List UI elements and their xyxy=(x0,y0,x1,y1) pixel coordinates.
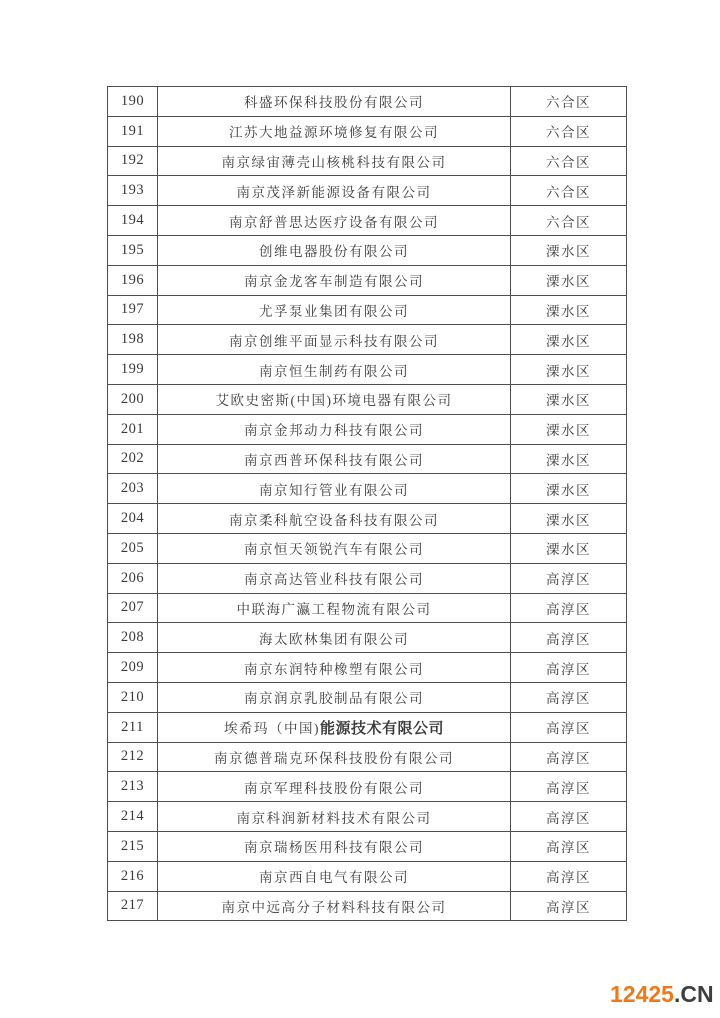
table-row xyxy=(108,176,627,206)
district-cell: 溧水区 xyxy=(511,355,627,385)
row-number-cell: 193 xyxy=(108,176,158,206)
company-name-cell: 科盛环保科技股份有限公司 xyxy=(158,87,511,117)
table-row xyxy=(108,772,627,802)
table-row xyxy=(108,831,627,861)
district-cell: 溧水区 xyxy=(511,265,627,295)
watermark-domain-suffix: .CN xyxy=(673,981,714,1007)
row-number-cell: 207 xyxy=(108,593,158,623)
district-cell: 高淳区 xyxy=(511,861,627,891)
company-name-cell: 江苏大地益源环境修复有限公司 xyxy=(158,116,511,146)
company-name-cell: 南京德普瑞克环保科技股份有限公司 xyxy=(158,742,511,772)
table-row xyxy=(108,265,627,295)
table-row xyxy=(108,444,627,474)
company-name-cell: 南京茂泽新能源设备有限公司 xyxy=(158,176,511,206)
company-name-cell: 海太欧林集团有限公司 xyxy=(158,623,511,653)
row-number-cell: 217 xyxy=(108,891,158,921)
row-number-cell: 198 xyxy=(108,325,158,355)
company-name-cell: 南京恒生制药有限公司 xyxy=(158,355,511,385)
table-row xyxy=(108,414,627,444)
row-number-cell: 199 xyxy=(108,355,158,385)
table-row xyxy=(108,235,627,265)
table-row xyxy=(108,653,627,683)
company-district-table xyxy=(107,86,627,921)
company-name-cell: 南京高达管业科技有限公司 xyxy=(158,563,511,593)
district-cell: 六合区 xyxy=(511,206,627,236)
table-row xyxy=(108,474,627,504)
table-row xyxy=(108,384,627,414)
table-row xyxy=(108,325,627,355)
company-name-cell: 南京知行管业有限公司 xyxy=(158,474,511,504)
row-number-cell: 194 xyxy=(108,206,158,236)
row-number-cell: 214 xyxy=(108,802,158,832)
table-row xyxy=(108,682,627,712)
district-cell: 六合区 xyxy=(511,146,627,176)
row-number-cell: 202 xyxy=(108,444,158,474)
row-number-cell: 191 xyxy=(108,116,158,146)
company-name-cell: 南京中远高分子材料科技有限公司 xyxy=(158,891,511,921)
row-number-cell: 211 xyxy=(108,712,158,742)
table-row xyxy=(108,563,627,593)
district-cell: 高淳区 xyxy=(511,831,627,861)
table-row xyxy=(108,295,627,325)
district-cell: 溧水区 xyxy=(511,325,627,355)
district-cell: 高淳区 xyxy=(511,742,627,772)
district-cell: 高淳区 xyxy=(511,712,627,742)
table-row xyxy=(108,712,627,742)
district-cell: 高淳区 xyxy=(511,682,627,712)
company-name-cell: 尤孚泵业集团有限公司 xyxy=(158,295,511,325)
district-cell: 溧水区 xyxy=(511,504,627,534)
company-name-cell xyxy=(158,712,511,742)
district-cell: 高淳区 xyxy=(511,772,627,802)
district-cell: 六合区 xyxy=(511,116,627,146)
table-row xyxy=(108,533,627,563)
table-row xyxy=(108,355,627,385)
district-cell: 溧水区 xyxy=(511,414,627,444)
district-cell: 高淳区 xyxy=(511,653,627,683)
row-number-cell: 205 xyxy=(108,533,158,563)
row-number-cell: 209 xyxy=(108,653,158,683)
district-cell: 溧水区 xyxy=(511,384,627,414)
row-number-cell: 203 xyxy=(108,474,158,504)
district-cell: 六合区 xyxy=(511,87,627,117)
company-name-cell: 南京金邦动力科技有限公司 xyxy=(158,414,511,444)
district-cell: 溧水区 xyxy=(511,533,627,563)
table-row xyxy=(108,206,627,236)
district-cell: 高淳区 xyxy=(511,891,627,921)
table-row xyxy=(108,87,627,117)
district-cell: 溧水区 xyxy=(511,474,627,504)
company-name-cell: 南京创维平面显示科技有限公司 xyxy=(158,325,511,355)
company-name-cell: 南京绿宙薄壳山核桃科技有限公司 xyxy=(158,146,511,176)
table-row xyxy=(108,802,627,832)
company-name-cell: 南京西普环保科技有限公司 xyxy=(158,444,511,474)
row-number-cell: 200 xyxy=(108,384,158,414)
company-name-bold-part: 能源技术有限公司 xyxy=(319,719,444,737)
table-row xyxy=(108,623,627,653)
district-cell: 溧水区 xyxy=(511,444,627,474)
table-row xyxy=(108,891,627,921)
company-name-cell: 南京金龙客车制造有限公司 xyxy=(158,265,511,295)
row-number-cell: 196 xyxy=(108,265,158,295)
row-number-cell: 210 xyxy=(108,682,158,712)
company-name-cell: 南京东润特种橡塑有限公司 xyxy=(158,653,511,683)
company-name-cell: 南京科润新材料技术有限公司 xyxy=(158,802,511,832)
company-name-cell: 南京柔科航空设备科技有限公司 xyxy=(158,504,511,534)
table-row xyxy=(108,116,627,146)
company-name-cell: 南京西自电气有限公司 xyxy=(158,861,511,891)
company-name-cell: 南京润京乳胶制品有限公司 xyxy=(158,682,511,712)
row-number-cell: 204 xyxy=(108,504,158,534)
row-number-cell: 216 xyxy=(108,861,158,891)
district-cell: 溧水区 xyxy=(511,295,627,325)
row-number-cell: 213 xyxy=(108,772,158,802)
site-watermark xyxy=(610,981,714,1008)
district-cell: 高淳区 xyxy=(511,593,627,623)
district-cell: 高淳区 xyxy=(511,802,627,832)
table-row xyxy=(108,742,627,772)
company-name-cell: 创维电器股份有限公司 xyxy=(158,235,511,265)
company-name-cell: 南京瑞杨医用科技有限公司 xyxy=(158,831,511,861)
row-number-cell: 197 xyxy=(108,295,158,325)
district-cell: 高淳区 xyxy=(511,623,627,653)
company-name-regular-part: 埃希玛（中国) xyxy=(223,720,320,736)
row-number-cell: 201 xyxy=(108,414,158,444)
row-number-cell: 190 xyxy=(108,87,158,117)
row-number-cell: 206 xyxy=(108,563,158,593)
row-number-cell: 212 xyxy=(108,742,158,772)
company-name-cell: 南京舒普思达医疗设备有限公司 xyxy=(158,206,511,236)
district-cell: 六合区 xyxy=(511,176,627,206)
row-number-cell: 195 xyxy=(108,235,158,265)
district-cell: 溧水区 xyxy=(511,235,627,265)
company-name-cell: 艾欧史密斯(中国)环境电器有限公司 xyxy=(158,384,511,414)
table-row xyxy=(108,861,627,891)
row-number-cell: 192 xyxy=(108,146,158,176)
row-number-cell: 215 xyxy=(108,831,158,861)
company-name-cell: 中联海广瀛工程物流有限公司 xyxy=(158,593,511,623)
watermark-number: 12425 xyxy=(610,981,674,1007)
table-row xyxy=(108,504,627,534)
table-row xyxy=(108,593,627,623)
district-cell: 高淳区 xyxy=(511,563,627,593)
company-name-cell: 南京军理科技股份有限公司 xyxy=(158,772,511,802)
row-number-cell: 208 xyxy=(108,623,158,653)
table-row xyxy=(108,146,627,176)
company-name-cell: 南京恒天领锐汽车有限公司 xyxy=(158,533,511,563)
company-table-body xyxy=(108,87,627,921)
